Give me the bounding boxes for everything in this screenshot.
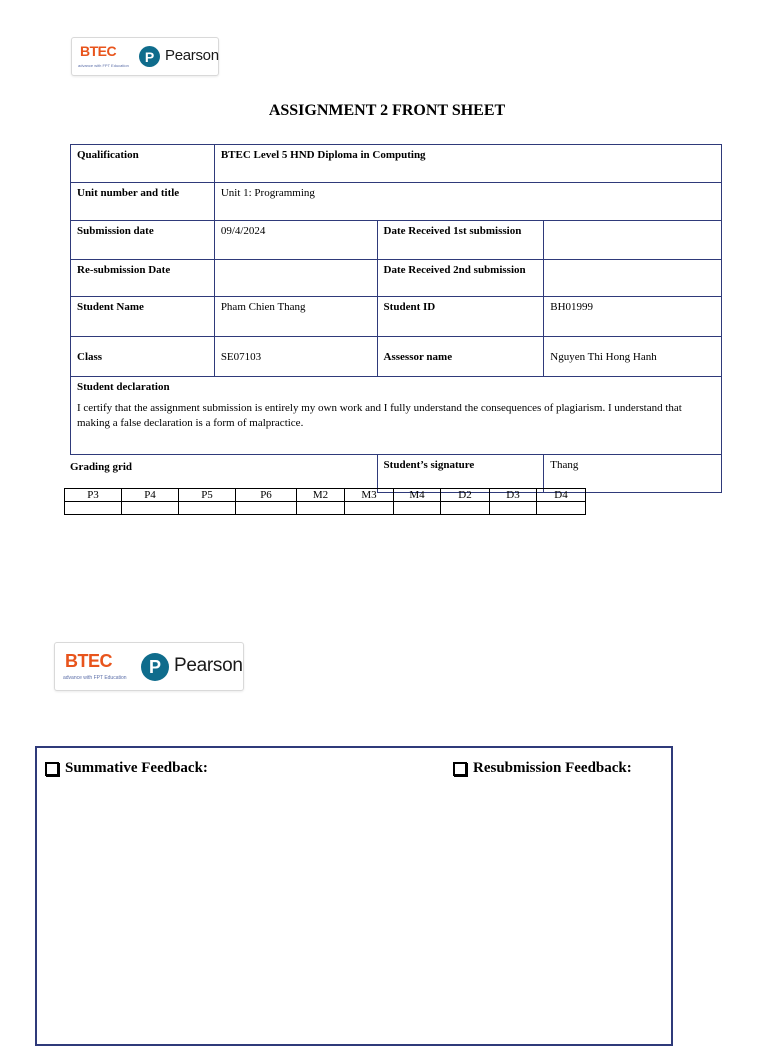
qualification-value: BTEC Level 5 HND Diploma in Computing [214,145,721,183]
grade-cell[interactable] [394,502,441,515]
signature-row [71,455,722,493]
class-row [71,337,722,377]
student-name-label: Student Name [71,297,215,337]
declaration-text: I certify that the assignment submission is entirely my own work and I fully understand the consequences of plagiarism. I understand that making a false declaration is a form of malpractice. [77,402,682,429]
declaration-row [71,377,722,455]
unit-value: Unit 1: Programming [214,183,721,221]
signature-value: Thang [544,455,722,493]
front-sheet-table [70,144,722,493]
grade-header: D3 [490,489,537,502]
feedback-box [35,746,673,1046]
pearson-logo-text: Pearson [165,47,219,64]
grade-header: M4 [394,489,441,502]
resubmission-date-label: Re-submission Date [71,260,215,297]
submission-date-row [71,221,722,260]
received-first-value [544,221,722,260]
student-row [71,297,722,337]
btec-pearson-logo [71,37,219,76]
resubmission-feedback[interactable] [453,760,632,777]
grade-header: P6 [236,489,297,502]
pearson-icon: P [141,653,169,681]
btec-tagline: advance with FPT Education [78,63,129,68]
grade-cell[interactable] [490,502,537,515]
class-label: Class [71,337,215,377]
unit-row [71,183,722,221]
class-value: SE07103 [214,337,377,377]
btec-tagline: advance with FPT Education [63,675,127,681]
qualification-row [71,145,722,183]
grade-cell[interactable] [345,502,394,515]
qualification-label: Qualification [71,145,215,183]
resubmission-date-row [71,260,722,297]
grading-grid [64,488,586,515]
grading-value-row [65,502,586,515]
received-first-label: Date Received 1st submission [377,221,544,260]
grade-cell[interactable] [441,502,490,515]
unit-label: Unit number and title [71,183,215,221]
student-id-value: BH01999 [544,297,722,337]
received-second-value [544,260,722,297]
grade-header: P3 [65,489,122,502]
grade-cell[interactable] [297,502,345,515]
signature-label: Student’s signature [377,455,544,493]
grade-header: M2 [297,489,345,502]
assessor-label: Assessor name [377,337,544,377]
grade-cell[interactable] [537,502,586,515]
student-name-value: Pham Chien Thang [214,297,377,337]
assessor-value: Nguyen Thi Hong Hanh [544,337,722,377]
checkbox-icon[interactable] [453,762,467,776]
grade-header: D4 [537,489,586,502]
submission-date-value: 09/4/2024 [214,221,377,260]
summative-feedback[interactable] [45,760,208,777]
grade-cell[interactable] [122,502,179,515]
btec-logo-text: BTEC [65,651,112,671]
pearson-icon: P [139,46,160,67]
declaration-cell [71,377,722,455]
grade-header: P4 [122,489,179,502]
resubmission-feedback-label: Resubmission Feedback: [473,760,632,776]
student-id-label: Student ID [377,297,544,337]
received-second-label: Date Received 2nd submission [377,260,544,297]
checkbox-icon[interactable] [45,762,59,776]
grade-header: M3 [345,489,394,502]
submission-date-label: Submission date [71,221,215,260]
grading-grid-label: Grading grid [70,461,133,473]
grade-header: P5 [179,489,236,502]
pearson-logo-text: Pearson [174,655,243,676]
grade-cell[interactable] [65,502,122,515]
summative-feedback-label: Summative Feedback: [65,760,208,776]
declaration-title: Student declaration [77,381,170,393]
grade-header: D2 [441,489,490,502]
grade-cell[interactable] [179,502,236,515]
btec-logo-text: BTEC [80,43,117,59]
grade-cell[interactable] [236,502,297,515]
resubmission-date-value [214,260,377,297]
page-title: ASSIGNMENT 2 FRONT SHEET [268,102,506,119]
btec-pearson-logo-2 [54,642,244,691]
grading-header-row [65,489,586,502]
